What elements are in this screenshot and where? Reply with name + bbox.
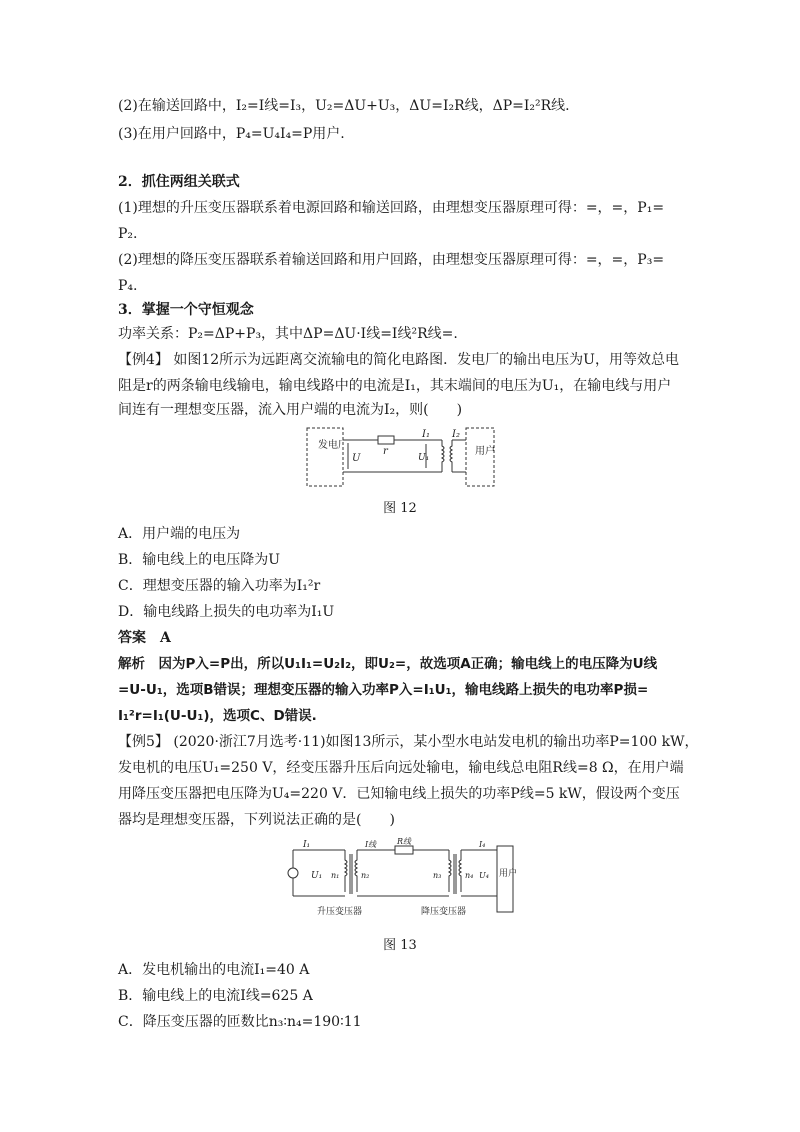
- option-b: B．输电线上的电压降为U: [118, 552, 281, 568]
- step-down-secondary-coil: [459, 850, 461, 892]
- text-line: (2)在输送回路中，I₂=I线=I₃，U₂=ΔU+U₃，ΔU=I₂R线，ΔP=I₂²R线.: [118, 98, 570, 114]
- example-line: 【例4】 如图12所示为远距离交流输电的简化电路图．发电厂的输出电压为U，用等效总电: [118, 352, 679, 368]
- user-label: 用户: [499, 869, 518, 879]
- svg-text:U₄: U₄: [479, 871, 489, 880]
- figure-12: [306, 426, 496, 488]
- option-b: B．输电线上的电流I线=625 A: [118, 988, 313, 1004]
- generator-symbol: [288, 868, 298, 878]
- text-line: (1)理想的升压变压器联系着电源回路和输送回路，由理想变压器原理可得：=，=，P₁=: [118, 200, 665, 216]
- analysis-line: 解析 因为P入=P出，所以U₁I₁=U₂I₂，即U₂=，故选项A正确；输电线上的电压降为U线: [118, 656, 658, 672]
- svg-text:n₂: n₂: [361, 871, 370, 880]
- svg-text:U₁: U₁: [418, 453, 430, 463]
- example-line: 间连有一理想变压器，流入用户端的电流为I₂，则( ): [118, 402, 463, 418]
- step-up-primary-coil: [345, 850, 347, 892]
- svg-text:I线: I线: [365, 840, 377, 849]
- svg-text:U: U: [352, 453, 361, 464]
- user-box: [466, 428, 494, 486]
- section-heading: 2．抓住两组关联式: [118, 174, 240, 190]
- text-line: P₄.: [118, 278, 138, 294]
- svg-text:升压变压器: 升压变压器: [317, 907, 363, 917]
- text-line: 功率关系：P₂=ΔP+P₃，其中ΔP=ΔU·I线=I线²R线=.: [118, 326, 458, 342]
- svg-text:U₁: U₁: [311, 871, 323, 881]
- text-line: P₂.: [118, 226, 138, 242]
- option-a: A．发电机输出的电流I₁=40 A: [118, 962, 310, 978]
- analysis-line: I₁²r=I₁(U-U₁)，选项C、D错误.: [118, 708, 317, 724]
- generator-box: [307, 428, 343, 486]
- transformer-coil: [442, 440, 444, 472]
- generator-label: 发电厂: [318, 440, 348, 451]
- svg-text:I₁: I₁: [422, 429, 430, 440]
- figure-caption: 图 13: [383, 938, 417, 953]
- option-c: C．理想变压器的输入功率为I₁²r: [118, 578, 321, 594]
- option-d: D．输电线路上损失的电功率为I₁U: [118, 604, 335, 620]
- example-line: 阻是r的两条输电线输电，输电线路中的电流是I₁，其末端间的电压为U₁，在输电线与用户: [118, 378, 672, 394]
- step-up-secondary-coil: [355, 850, 357, 892]
- figure-caption: 图 12: [383, 501, 417, 516]
- step-down-primary-coil: [449, 850, 451, 892]
- svg-text:R线: R线: [397, 837, 412, 846]
- figure-13: [287, 836, 517, 921]
- svg-text:I₄: I₄: [479, 840, 486, 849]
- option-c: C．降压变压器的匝数比n₃∶n₄=190∶11: [118, 1014, 362, 1030]
- resistor-rline: [395, 846, 413, 854]
- user-box: [497, 846, 513, 912]
- svg-text:n₁: n₁: [331, 871, 340, 880]
- svg-text:I₂: I₂: [452, 429, 460, 440]
- resistor-r: [378, 436, 394, 444]
- text-line: (3)在用户回路中，P₄=U₄I₄=P用户.: [118, 126, 345, 142]
- text-line: (2)理想的降压变压器联系着输送回路和用户回路，由理想变压器原理可得：=，=，P₃=: [118, 252, 665, 268]
- section-heading: 3．掌握一个守恒观念: [118, 302, 254, 318]
- svg-text:n₃: n₃: [433, 871, 442, 880]
- example-line: 器均是理想变压器，下列说法正确的是( ): [118, 812, 395, 828]
- example-line: 发电机的电压U₁=250 V，经变压器升压后向远处输电，输电线总电阻R线=8 Ω，在用户端: [118, 760, 684, 776]
- example-line: 【例5】 (2020·浙江7月选考·11)如图13所示，某小型水电站发电机的输出功率P=100 kW，: [118, 734, 699, 750]
- option-a: A．用户端的电压为: [118, 526, 241, 542]
- answer: 答案 A: [118, 630, 171, 646]
- svg-text:n₄: n₄: [465, 871, 474, 880]
- svg-text:r: r: [383, 446, 388, 457]
- analysis-line: =U-U₁，选项B错误；理想变压器的输入功率P入=I₁U₁，输电线路上损失的电功率P损=: [118, 682, 649, 698]
- example-line: 用降压变压器把电压降为U₄=220 V．已知输电线上损失的功率P线=5 kW，假设两个变压: [118, 786, 680, 802]
- svg-text:I₁: I₁: [303, 840, 311, 850]
- svg-text:降压变压器: 降压变压器: [421, 907, 467, 917]
- user-label: 用户: [475, 446, 495, 457]
